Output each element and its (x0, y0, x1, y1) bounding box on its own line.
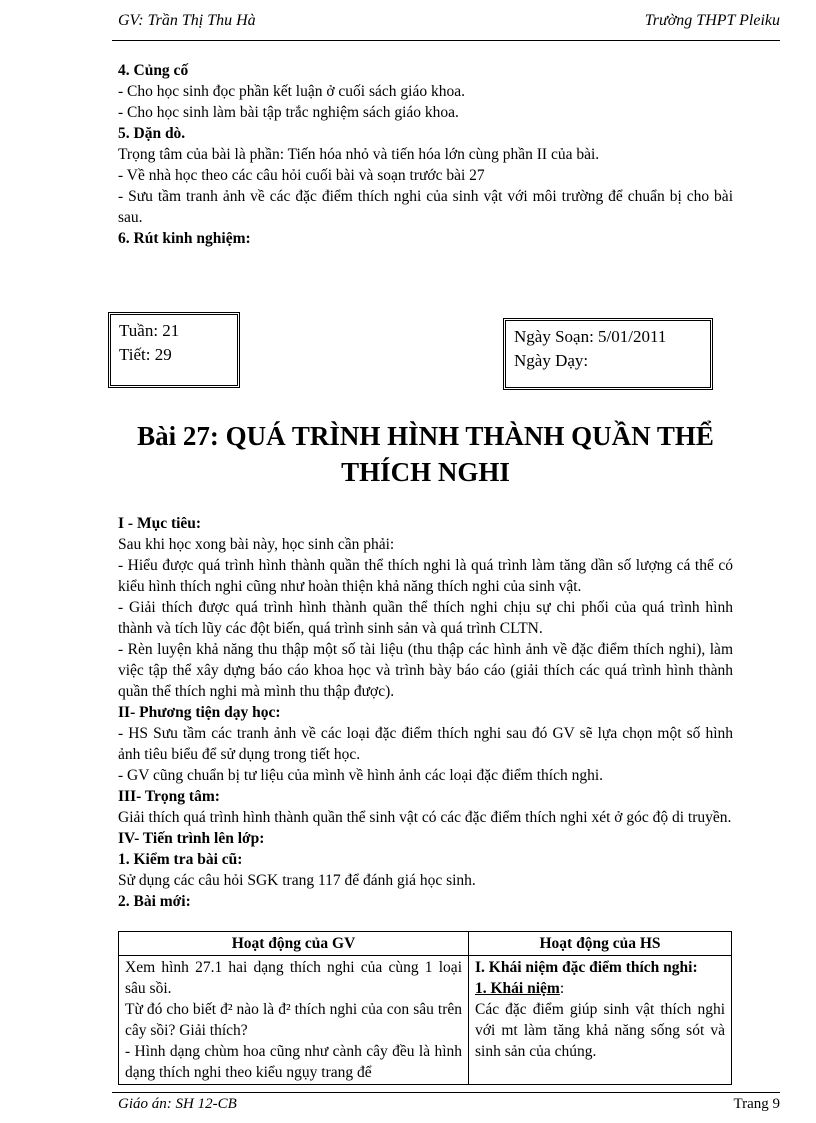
review-text: Sử dụng các câu hỏi SGK trang 117 để đánh giá học sinh. (118, 872, 476, 889)
materials-heading: II- Phương tiện dạy học: (118, 704, 281, 721)
week-label: Tuần: 21 (119, 321, 180, 340)
teacher-activity-cell (119, 956, 469, 1085)
table-row (119, 956, 732, 1085)
focus-text: Giải thích quá trình hình thành quần thể sinh vật có các đặc điểm thích nghi xét ở góc độ di truyền. (118, 809, 732, 826)
page-header-right: Trường THPT Pleiku (644, 12, 780, 29)
page-header-left: GV: Trần Thị Thu Hà (118, 12, 256, 29)
materials-item: - GV cũng chuẩn bị tư liệu của mình về hình ảnh các loại đặc điểm thích nghi. (118, 767, 604, 784)
activities-table (118, 931, 732, 1085)
objectives-intro: Sau khi học xong bài này, học sinh cần phải: (118, 536, 395, 553)
dan-do-item: Trọng tâm của bài là phần: Tiến hóa nhỏ và tiến hóa lớn cùng phần II của bài. (118, 146, 600, 163)
teacher-activity-line: Xem hình 27.1 hai dạng thích nghi của cùng 1 loại sâu sồi. (125, 959, 462, 997)
cung-co-heading: 4. Củng cố (118, 62, 189, 79)
dan-do-heading: 5. Dặn dò. (118, 125, 186, 142)
cung-co-item: - Cho học sinh đọc phần kết luận ở cuối sách giáo khoa. (118, 83, 465, 100)
footer-rule (112, 1092, 780, 1093)
lesson-body (118, 513, 733, 912)
materials-item: - HS Sưu tầm các tranh ảnh về các loại đặc điểm thích nghi sau đó GV sẽ lựa chọn một số hình ảnh tiêu biểu để sử dụng trong tiết học. (118, 725, 733, 763)
teacher-activity-line: Từ đó cho biết đ² nào là đ² thích nghi của con sâu trên cây sồi? Giải thích? (125, 1001, 462, 1039)
teacher-activity-header: Hoạt động của GV (119, 932, 469, 956)
focus-heading: III- Trọng tâm: (118, 788, 220, 805)
student-activity-heading: I. Khái niệm đặc điểm thích nghi: (475, 959, 698, 976)
week-box (108, 312, 240, 388)
cung-co-item: - Cho học sinh làm bài tập trắc nghiệm sách giáo khoa. (118, 104, 459, 121)
review-heading: 1. Kiểm tra bài cũ: (118, 851, 243, 868)
student-activity-text: Các đặc điểm giúp sinh vật thích nghi với mt làm tăng khả năng sống sót và sinh sản của chúng. (475, 1001, 725, 1060)
subheading-colon: : (559, 980, 565, 997)
table-header-row (119, 932, 732, 956)
objective-item: - Rèn luyện khả năng thu thập một số tài liệu (thu thập các hình ảnh về đặc điểm thích nghi), làm việc tập thể xây dựng báo cáo khoa học và trình bày báo cáo (giải thích các quá trình hình thành quần thể thích nghi mà mình thu thập được). (118, 641, 733, 700)
new-lesson-heading: 2. Bài mới: (118, 893, 191, 910)
lesson-title: Bài 27: QUÁ TRÌNH HÌNH THÀNH QUẦN THỂ THÍCH NGHI (137, 421, 714, 487)
student-activity-cell (469, 956, 732, 1085)
dan-do-item: - Sưu tầm tranh ảnh về các đặc điểm thích nghi của sinh vật với môi trường để chuẩn bị cho bài sau. (118, 188, 733, 226)
page-number: Trang 9 (733, 1096, 780, 1112)
objective-item: - Giải thích được quá trình hình thành quần thể thích nghi chịu sự chi phối của quá trình hình thành và tích lũy các đột biến, quá trình sinh sản và quá trình CLTN. (118, 599, 733, 637)
objectives-heading: I - Mục tiêu: (118, 515, 202, 532)
student-activity-subheading (475, 978, 725, 999)
date-box (503, 318, 713, 390)
teacher-activity-line: - Hình dạng chùm hoa cũng như cành cây đều là hình dạng thích nghi theo kiểu ngụy trang để (125, 1043, 462, 1081)
procedure-heading: IV- Tiến trình lên lớp: (118, 830, 265, 847)
page-footer-left: Giáo án: SH 12-CB (118, 1096, 237, 1112)
prepared-date: Ngày Soạn: 5/01/2011 (514, 327, 667, 346)
rut-kinh-nghiem-heading: 6. Rút kinh nghiệm: (118, 230, 251, 247)
section-previous-lesson-end (118, 60, 733, 249)
dan-do-item: - Về nhà học theo các câu hỏi cuối bài và soạn trước bài 27 (118, 167, 485, 184)
student-activity-header: Hoạt động của HS (469, 932, 732, 956)
period-label: Tiết: 29 (119, 345, 172, 364)
teaching-date: Ngày Dạy: (514, 351, 589, 370)
header-rule (112, 40, 780, 41)
subheading-label: 1. Khái niệm (475, 980, 560, 997)
objective-item: - Hiểu được quá trình hình thành quần thể thích nghi là quá trình làm tăng dần số lượng cá thể có kiểu hình thích nghi cũng như hoàn thiện khả năng thích nghi của sinh vật. (118, 557, 733, 595)
